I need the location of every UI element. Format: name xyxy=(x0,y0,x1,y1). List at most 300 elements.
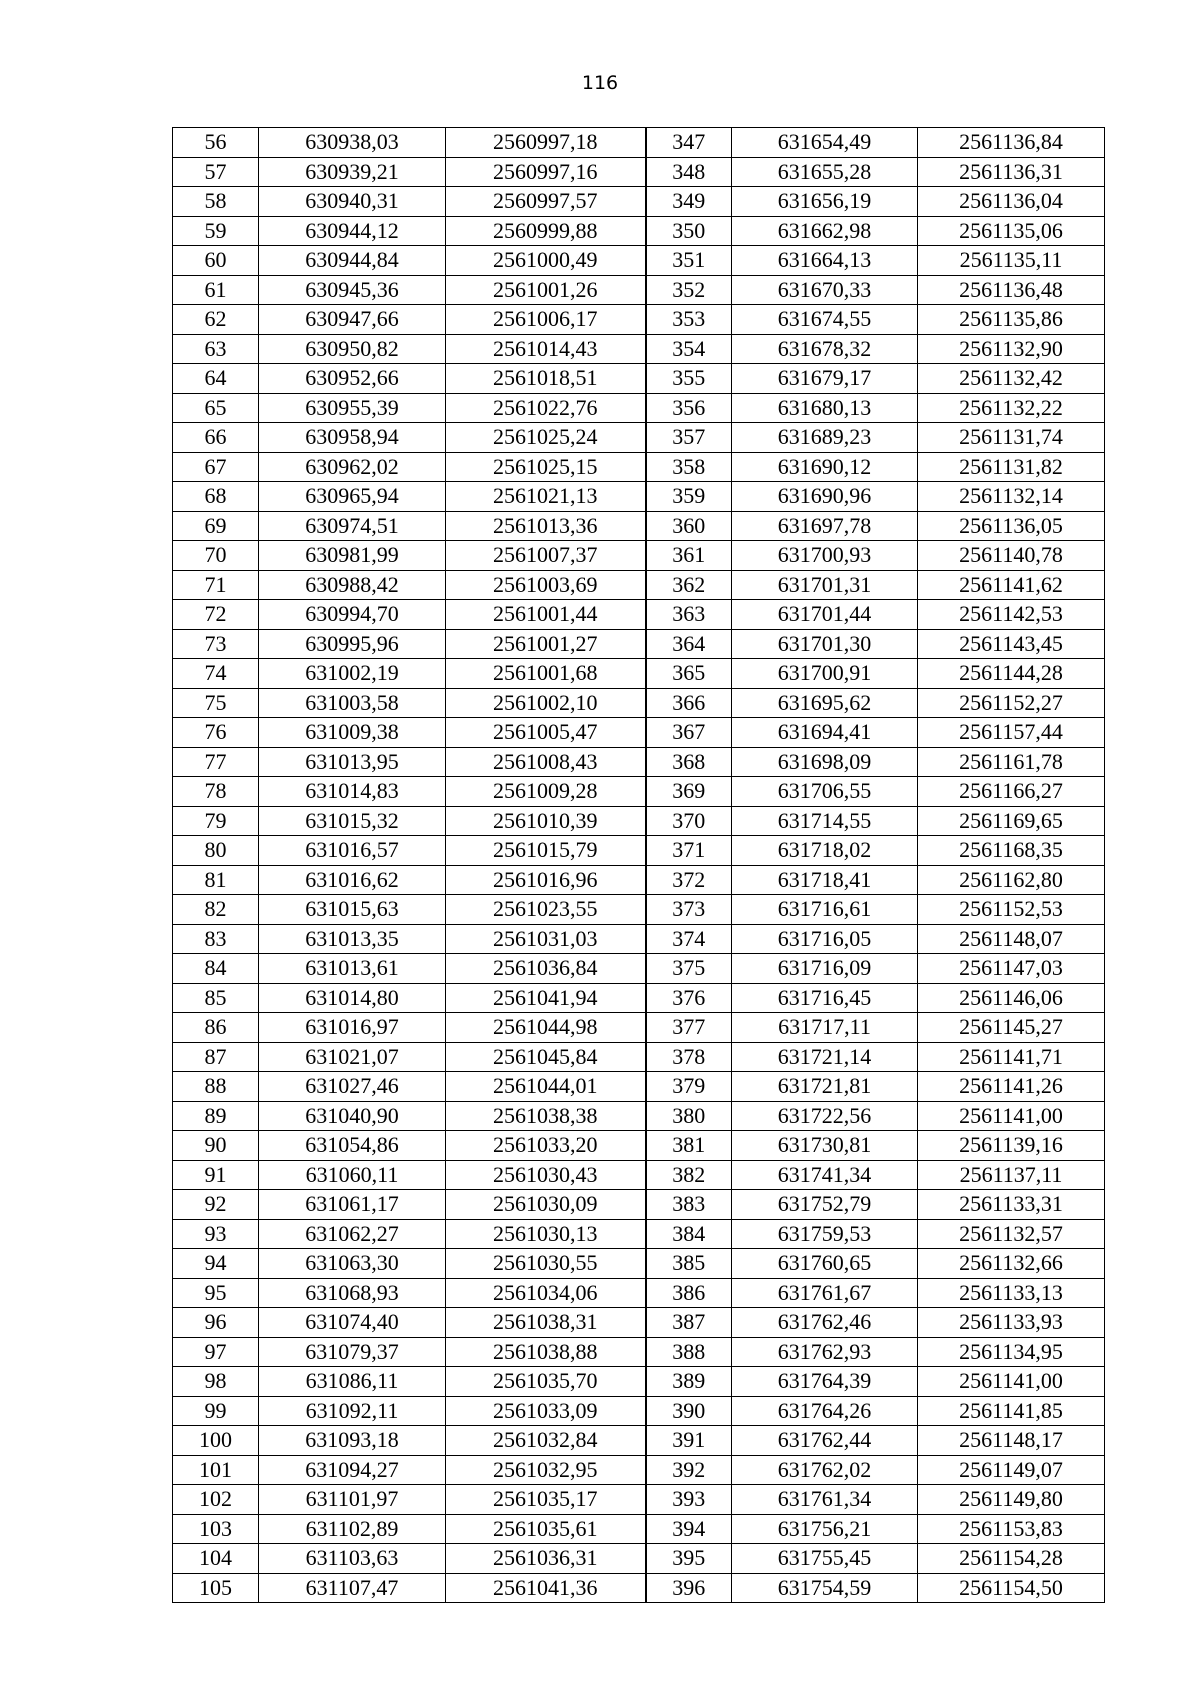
point-number-right-cell: 355 xyxy=(646,364,732,394)
y-coordinate-left-cell: 2561001,68 xyxy=(446,659,646,689)
y-coordinate-left-cell: 2561001,44 xyxy=(446,600,646,630)
point-number-left-cell: 83 xyxy=(173,924,259,954)
x-coordinate-left-cell: 631016,57 xyxy=(259,836,446,866)
point-number-right-cell: 373 xyxy=(646,895,732,925)
y-coordinate-left-cell: 2561003,69 xyxy=(446,570,646,600)
y-coordinate-right-cell: 2561131,74 xyxy=(918,423,1105,453)
point-number-right-cell: 370 xyxy=(646,806,732,836)
point-number-right-cell: 375 xyxy=(646,954,732,984)
point-number-right-cell: 379 xyxy=(646,1072,732,1102)
y-coordinate-right-cell: 2561157,44 xyxy=(918,718,1105,748)
y-coordinate-right-cell: 2561141,62 xyxy=(918,570,1105,600)
x-coordinate-left-cell: 630994,70 xyxy=(259,600,446,630)
point-number-left-cell: 57 xyxy=(173,157,259,187)
x-coordinate-right-cell: 631759,53 xyxy=(732,1219,918,1249)
x-coordinate-right-cell: 631755,45 xyxy=(732,1544,918,1574)
y-coordinate-left-cell: 2561009,28 xyxy=(446,777,646,807)
y-coordinate-left-cell: 2561010,39 xyxy=(446,806,646,836)
table-row xyxy=(173,629,1105,659)
y-coordinate-left-cell: 2561000,49 xyxy=(446,246,646,276)
y-coordinate-left-cell: 2561025,15 xyxy=(446,452,646,482)
point-number-left-cell: 101 xyxy=(173,1455,259,1485)
table-row xyxy=(173,452,1105,482)
x-coordinate-left-cell: 631068,93 xyxy=(259,1278,446,1308)
coordinates-table xyxy=(172,127,1105,1603)
x-coordinate-right-cell: 631716,61 xyxy=(732,895,918,925)
x-coordinate-left-cell: 631063,30 xyxy=(259,1249,446,1279)
point-number-left-cell: 79 xyxy=(173,806,259,836)
x-coordinate-left-cell: 631079,37 xyxy=(259,1337,446,1367)
table-row xyxy=(173,1308,1105,1338)
point-number-right-cell: 367 xyxy=(646,718,732,748)
point-number-left-cell: 93 xyxy=(173,1219,259,1249)
y-coordinate-right-cell: 2561166,27 xyxy=(918,777,1105,807)
point-number-right-cell: 359 xyxy=(646,482,732,512)
table-row xyxy=(173,1278,1105,1308)
x-coordinate-left-cell: 631054,86 xyxy=(259,1131,446,1161)
y-coordinate-left-cell: 2561030,13 xyxy=(446,1219,646,1249)
y-coordinate-right-cell: 2561131,82 xyxy=(918,452,1105,482)
table-row xyxy=(173,1190,1105,1220)
x-coordinate-right-cell: 631694,41 xyxy=(732,718,918,748)
x-coordinate-left-cell: 630945,36 xyxy=(259,275,446,305)
x-coordinate-right-cell: 631716,45 xyxy=(732,983,918,1013)
y-coordinate-left-cell: 2561002,10 xyxy=(446,688,646,718)
y-coordinate-left-cell: 2561014,43 xyxy=(446,334,646,364)
point-number-right-cell: 356 xyxy=(646,393,732,423)
point-number-left-cell: 104 xyxy=(173,1544,259,1574)
x-coordinate-right-cell: 631730,81 xyxy=(732,1131,918,1161)
y-coordinate-right-cell: 2561135,06 xyxy=(918,216,1105,246)
x-coordinate-right-cell: 631721,14 xyxy=(732,1042,918,1072)
table-row xyxy=(173,777,1105,807)
table-row xyxy=(173,541,1105,571)
y-coordinate-right-cell: 2561144,28 xyxy=(918,659,1105,689)
x-coordinate-left-cell: 631102,89 xyxy=(259,1514,446,1544)
table-row xyxy=(173,1101,1105,1131)
table-row xyxy=(173,128,1105,158)
y-coordinate-left-cell: 2561025,24 xyxy=(446,423,646,453)
point-number-left-cell: 103 xyxy=(173,1514,259,1544)
point-number-left-cell: 95 xyxy=(173,1278,259,1308)
x-coordinate-right-cell: 631670,33 xyxy=(732,275,918,305)
y-coordinate-left-cell: 2561045,84 xyxy=(446,1042,646,1072)
y-coordinate-left-cell: 2561038,31 xyxy=(446,1308,646,1338)
y-coordinate-right-cell: 2561141,71 xyxy=(918,1042,1105,1072)
y-coordinate-right-cell: 2561147,03 xyxy=(918,954,1105,984)
x-coordinate-left-cell: 631103,63 xyxy=(259,1544,446,1574)
point-number-right-cell: 383 xyxy=(646,1190,732,1220)
table-row xyxy=(173,1544,1105,1574)
y-coordinate-right-cell: 2561136,84 xyxy=(918,128,1105,158)
table-row xyxy=(173,865,1105,895)
y-coordinate-right-cell: 2561133,31 xyxy=(918,1190,1105,1220)
table-row xyxy=(173,1455,1105,1485)
table-row xyxy=(173,659,1105,689)
y-coordinate-left-cell: 2561023,55 xyxy=(446,895,646,925)
point-number-right-cell: 394 xyxy=(646,1514,732,1544)
x-coordinate-left-cell: 630944,84 xyxy=(259,246,446,276)
point-number-left-cell: 68 xyxy=(173,482,259,512)
x-coordinate-right-cell: 631695,62 xyxy=(732,688,918,718)
table-row xyxy=(173,334,1105,364)
x-coordinate-right-cell: 631761,67 xyxy=(732,1278,918,1308)
point-number-left-cell: 90 xyxy=(173,1131,259,1161)
point-number-right-cell: 358 xyxy=(646,452,732,482)
point-number-right-cell: 363 xyxy=(646,600,732,630)
x-coordinate-left-cell: 630974,51 xyxy=(259,511,446,541)
x-coordinate-left-cell: 631060,11 xyxy=(259,1160,446,1190)
point-number-right-cell: 376 xyxy=(646,983,732,1013)
point-number-left-cell: 98 xyxy=(173,1367,259,1397)
x-coordinate-left-cell: 631107,47 xyxy=(259,1573,446,1603)
table-row xyxy=(173,1396,1105,1426)
y-coordinate-left-cell: 2561032,84 xyxy=(446,1426,646,1456)
x-coordinate-right-cell: 631722,56 xyxy=(732,1101,918,1131)
y-coordinate-right-cell: 2561132,57 xyxy=(918,1219,1105,1249)
point-number-right-cell: 369 xyxy=(646,777,732,807)
y-coordinate-right-cell: 2561154,28 xyxy=(918,1544,1105,1574)
point-number-left-cell: 102 xyxy=(173,1485,259,1515)
point-number-right-cell: 381 xyxy=(646,1131,732,1161)
x-coordinate-right-cell: 631701,44 xyxy=(732,600,918,630)
y-coordinate-left-cell: 2561035,70 xyxy=(446,1367,646,1397)
table-row xyxy=(173,1160,1105,1190)
x-coordinate-left-cell: 631094,27 xyxy=(259,1455,446,1485)
table-row xyxy=(173,570,1105,600)
table-row xyxy=(173,600,1105,630)
y-coordinate-right-cell: 2561143,45 xyxy=(918,629,1105,659)
x-coordinate-left-cell: 631016,62 xyxy=(259,865,446,895)
y-coordinate-left-cell: 2560999,88 xyxy=(446,216,646,246)
x-coordinate-left-cell: 631013,61 xyxy=(259,954,446,984)
point-number-right-cell: 380 xyxy=(646,1101,732,1131)
y-coordinate-right-cell: 2561134,95 xyxy=(918,1337,1105,1367)
point-number-right-cell: 390 xyxy=(646,1396,732,1426)
x-coordinate-right-cell: 631717,11 xyxy=(732,1013,918,1043)
point-number-left-cell: 100 xyxy=(173,1426,259,1456)
point-number-right-cell: 387 xyxy=(646,1308,732,1338)
y-coordinate-right-cell: 2561148,17 xyxy=(918,1426,1105,1456)
table-row xyxy=(173,187,1105,217)
table-row xyxy=(173,1367,1105,1397)
y-coordinate-left-cell: 2561038,88 xyxy=(446,1337,646,1367)
table-row xyxy=(173,1219,1105,1249)
x-coordinate-left-cell: 630952,66 xyxy=(259,364,446,394)
y-coordinate-right-cell: 2561135,11 xyxy=(918,246,1105,276)
point-number-right-cell: 385 xyxy=(646,1249,732,1279)
x-coordinate-right-cell: 631655,28 xyxy=(732,157,918,187)
x-coordinate-left-cell: 631040,90 xyxy=(259,1101,446,1131)
y-coordinate-left-cell: 2561030,55 xyxy=(446,1249,646,1279)
table-row xyxy=(173,482,1105,512)
point-number-left-cell: 92 xyxy=(173,1190,259,1220)
y-coordinate-right-cell: 2561132,14 xyxy=(918,482,1105,512)
x-coordinate-right-cell: 631706,55 xyxy=(732,777,918,807)
y-coordinate-left-cell: 2561032,95 xyxy=(446,1455,646,1485)
point-number-left-cell: 64 xyxy=(173,364,259,394)
x-coordinate-right-cell: 631701,31 xyxy=(732,570,918,600)
point-number-right-cell: 360 xyxy=(646,511,732,541)
x-coordinate-left-cell: 630940,31 xyxy=(259,187,446,217)
point-number-right-cell: 350 xyxy=(646,216,732,246)
x-coordinate-right-cell: 631762,93 xyxy=(732,1337,918,1367)
x-coordinate-left-cell: 630958,94 xyxy=(259,423,446,453)
point-number-right-cell: 348 xyxy=(646,157,732,187)
point-number-left-cell: 75 xyxy=(173,688,259,718)
y-coordinate-left-cell: 2561030,43 xyxy=(446,1160,646,1190)
x-coordinate-left-cell: 631015,32 xyxy=(259,806,446,836)
point-number-left-cell: 81 xyxy=(173,865,259,895)
x-coordinate-left-cell: 631016,97 xyxy=(259,1013,446,1043)
table-row xyxy=(173,1249,1105,1279)
x-coordinate-right-cell: 631664,13 xyxy=(732,246,918,276)
point-number-left-cell: 73 xyxy=(173,629,259,659)
y-coordinate-right-cell: 2561141,26 xyxy=(918,1072,1105,1102)
point-number-right-cell: 388 xyxy=(646,1337,732,1367)
y-coordinate-left-cell: 2561022,76 xyxy=(446,393,646,423)
point-number-right-cell: 372 xyxy=(646,865,732,895)
point-number-left-cell: 74 xyxy=(173,659,259,689)
y-coordinate-right-cell: 2561141,00 xyxy=(918,1367,1105,1397)
x-coordinate-right-cell: 631741,34 xyxy=(732,1160,918,1190)
x-coordinate-right-cell: 631701,30 xyxy=(732,629,918,659)
point-number-right-cell: 362 xyxy=(646,570,732,600)
point-number-left-cell: 63 xyxy=(173,334,259,364)
x-coordinate-left-cell: 630944,12 xyxy=(259,216,446,246)
y-coordinate-left-cell: 2561018,51 xyxy=(446,364,646,394)
point-number-right-cell: 386 xyxy=(646,1278,732,1308)
y-coordinate-left-cell: 2561007,37 xyxy=(446,541,646,571)
x-coordinate-right-cell: 631679,17 xyxy=(732,364,918,394)
point-number-left-cell: 86 xyxy=(173,1013,259,1043)
x-coordinate-left-cell: 631074,40 xyxy=(259,1308,446,1338)
y-coordinate-left-cell: 2560997,18 xyxy=(446,128,646,158)
coordinates-table-body xyxy=(173,128,1105,1603)
x-coordinate-left-cell: 630947,66 xyxy=(259,305,446,335)
point-number-left-cell: 77 xyxy=(173,747,259,777)
y-coordinate-right-cell: 2561132,66 xyxy=(918,1249,1105,1279)
x-coordinate-right-cell: 631752,79 xyxy=(732,1190,918,1220)
table-row xyxy=(173,305,1105,335)
point-number-right-cell: 353 xyxy=(646,305,732,335)
y-coordinate-left-cell: 2560997,57 xyxy=(446,187,646,217)
y-coordinate-left-cell: 2561044,98 xyxy=(446,1013,646,1043)
x-coordinate-left-cell: 631086,11 xyxy=(259,1367,446,1397)
x-coordinate-left-cell: 631014,80 xyxy=(259,983,446,1013)
table-row xyxy=(173,1072,1105,1102)
y-coordinate-right-cell: 2561136,48 xyxy=(918,275,1105,305)
point-number-left-cell: 88 xyxy=(173,1072,259,1102)
x-coordinate-right-cell: 631760,65 xyxy=(732,1249,918,1279)
y-coordinate-right-cell: 2561142,53 xyxy=(918,600,1105,630)
point-number-left-cell: 99 xyxy=(173,1396,259,1426)
point-number-right-cell: 368 xyxy=(646,747,732,777)
point-number-left-cell: 66 xyxy=(173,423,259,453)
y-coordinate-right-cell: 2561145,27 xyxy=(918,1013,1105,1043)
x-coordinate-right-cell: 631754,59 xyxy=(732,1573,918,1603)
y-coordinate-right-cell: 2561137,11 xyxy=(918,1160,1105,1190)
y-coordinate-left-cell: 2561001,26 xyxy=(446,275,646,305)
x-coordinate-left-cell: 630981,99 xyxy=(259,541,446,571)
table-row xyxy=(173,983,1105,1013)
table-row xyxy=(173,1131,1105,1161)
x-coordinate-right-cell: 631674,55 xyxy=(732,305,918,335)
point-number-left-cell: 80 xyxy=(173,836,259,866)
x-coordinate-left-cell: 631062,27 xyxy=(259,1219,446,1249)
x-coordinate-left-cell: 631061,17 xyxy=(259,1190,446,1220)
table-row xyxy=(173,1042,1105,1072)
table-row xyxy=(173,246,1105,276)
y-coordinate-left-cell: 2561035,61 xyxy=(446,1514,646,1544)
x-coordinate-right-cell: 631700,91 xyxy=(732,659,918,689)
y-coordinate-right-cell: 2561149,80 xyxy=(918,1485,1105,1515)
y-coordinate-right-cell: 2561136,31 xyxy=(918,157,1105,187)
x-coordinate-right-cell: 631680,13 xyxy=(732,393,918,423)
y-coordinate-left-cell: 2561044,01 xyxy=(446,1072,646,1102)
point-number-left-cell: 62 xyxy=(173,305,259,335)
point-number-right-cell: 357 xyxy=(646,423,732,453)
y-coordinate-left-cell: 2561036,84 xyxy=(446,954,646,984)
point-number-right-cell: 395 xyxy=(646,1544,732,1574)
point-number-left-cell: 84 xyxy=(173,954,259,984)
y-coordinate-left-cell: 2561015,79 xyxy=(446,836,646,866)
x-coordinate-right-cell: 631762,46 xyxy=(732,1308,918,1338)
point-number-right-cell: 377 xyxy=(646,1013,732,1043)
y-coordinate-right-cell: 2561133,93 xyxy=(918,1308,1105,1338)
point-number-right-cell: 393 xyxy=(646,1485,732,1515)
point-number-right-cell: 351 xyxy=(646,246,732,276)
y-coordinate-right-cell: 2561168,35 xyxy=(918,836,1105,866)
point-number-left-cell: 76 xyxy=(173,718,259,748)
y-coordinate-left-cell: 2561030,09 xyxy=(446,1190,646,1220)
y-coordinate-right-cell: 2561135,86 xyxy=(918,305,1105,335)
x-coordinate-left-cell: 631003,58 xyxy=(259,688,446,718)
y-coordinate-right-cell: 2561140,78 xyxy=(918,541,1105,571)
table-row xyxy=(173,393,1105,423)
y-coordinate-left-cell: 2561033,20 xyxy=(446,1131,646,1161)
x-coordinate-right-cell: 631718,02 xyxy=(732,836,918,866)
point-number-right-cell: 361 xyxy=(646,541,732,571)
y-coordinate-right-cell: 2561152,53 xyxy=(918,895,1105,925)
x-coordinate-left-cell: 631009,38 xyxy=(259,718,446,748)
point-number-left-cell: 59 xyxy=(173,216,259,246)
table-row xyxy=(173,747,1105,777)
x-coordinate-left-cell: 631021,07 xyxy=(259,1042,446,1072)
y-coordinate-left-cell: 2561035,17 xyxy=(446,1485,646,1515)
x-coordinate-left-cell: 631014,83 xyxy=(259,777,446,807)
table-row xyxy=(173,216,1105,246)
point-number-left-cell: 105 xyxy=(173,1573,259,1603)
point-number-left-cell: 56 xyxy=(173,128,259,158)
table-row xyxy=(173,1013,1105,1043)
table-row xyxy=(173,157,1105,187)
x-coordinate-right-cell: 631716,05 xyxy=(732,924,918,954)
point-number-left-cell: 65 xyxy=(173,393,259,423)
table-row xyxy=(173,1485,1105,1515)
y-coordinate-right-cell: 2561141,00 xyxy=(918,1101,1105,1131)
point-number-left-cell: 69 xyxy=(173,511,259,541)
y-coordinate-right-cell: 2561139,16 xyxy=(918,1131,1105,1161)
y-coordinate-left-cell: 2561031,03 xyxy=(446,924,646,954)
x-coordinate-left-cell: 630995,96 xyxy=(259,629,446,659)
table-row xyxy=(173,275,1105,305)
x-coordinate-left-cell: 630988,42 xyxy=(259,570,446,600)
x-coordinate-left-cell: 630950,82 xyxy=(259,334,446,364)
table-row xyxy=(173,895,1105,925)
table-row xyxy=(173,1426,1105,1456)
x-coordinate-left-cell: 631015,63 xyxy=(259,895,446,925)
y-coordinate-right-cell: 2561136,04 xyxy=(918,187,1105,217)
x-coordinate-right-cell: 631690,12 xyxy=(732,452,918,482)
point-number-right-cell: 392 xyxy=(646,1455,732,1485)
point-number-left-cell: 78 xyxy=(173,777,259,807)
point-number-right-cell: 389 xyxy=(646,1367,732,1397)
point-number-right-cell: 384 xyxy=(646,1219,732,1249)
x-coordinate-left-cell: 631092,11 xyxy=(259,1396,446,1426)
x-coordinate-right-cell: 631761,34 xyxy=(732,1485,918,1515)
point-number-right-cell: 349 xyxy=(646,187,732,217)
x-coordinate-right-cell: 631662,98 xyxy=(732,216,918,246)
point-number-left-cell: 96 xyxy=(173,1308,259,1338)
x-coordinate-right-cell: 631698,09 xyxy=(732,747,918,777)
point-number-right-cell: 391 xyxy=(646,1426,732,1456)
y-coordinate-left-cell: 2561038,38 xyxy=(446,1101,646,1131)
point-number-right-cell: 352 xyxy=(646,275,732,305)
x-coordinate-left-cell: 631101,97 xyxy=(259,1485,446,1515)
point-number-right-cell: 347 xyxy=(646,128,732,158)
x-coordinate-right-cell: 631721,81 xyxy=(732,1072,918,1102)
x-coordinate-left-cell: 630939,21 xyxy=(259,157,446,187)
x-coordinate-right-cell: 631654,49 xyxy=(732,128,918,158)
table-row xyxy=(173,511,1105,541)
y-coordinate-right-cell: 2561132,42 xyxy=(918,364,1105,394)
x-coordinate-right-cell: 631764,26 xyxy=(732,1396,918,1426)
x-coordinate-left-cell: 630965,94 xyxy=(259,482,446,512)
x-coordinate-right-cell: 631689,23 xyxy=(732,423,918,453)
x-coordinate-left-cell: 631093,18 xyxy=(259,1426,446,1456)
x-coordinate-left-cell: 630938,03 xyxy=(259,128,446,158)
y-coordinate-right-cell: 2561133,13 xyxy=(918,1278,1105,1308)
x-coordinate-right-cell: 631762,44 xyxy=(732,1426,918,1456)
point-number-right-cell: 396 xyxy=(646,1573,732,1603)
table-row xyxy=(173,836,1105,866)
point-number-right-cell: 364 xyxy=(646,629,732,659)
x-coordinate-right-cell: 631678,32 xyxy=(732,334,918,364)
table-row xyxy=(173,688,1105,718)
table-row xyxy=(173,924,1105,954)
y-coordinate-left-cell: 2561041,94 xyxy=(446,983,646,1013)
x-coordinate-right-cell: 631718,41 xyxy=(732,865,918,895)
point-number-left-cell: 82 xyxy=(173,895,259,925)
point-number-left-cell: 89 xyxy=(173,1101,259,1131)
point-number-left-cell: 70 xyxy=(173,541,259,571)
point-number-left-cell: 94 xyxy=(173,1249,259,1279)
x-coordinate-right-cell: 631714,55 xyxy=(732,806,918,836)
x-coordinate-left-cell: 630955,39 xyxy=(259,393,446,423)
y-coordinate-left-cell: 2561008,43 xyxy=(446,747,646,777)
point-number-right-cell: 378 xyxy=(646,1042,732,1072)
x-coordinate-right-cell: 631756,21 xyxy=(732,1514,918,1544)
y-coordinate-left-cell: 2561001,27 xyxy=(446,629,646,659)
x-coordinate-left-cell: 631002,19 xyxy=(259,659,446,689)
y-coordinate-right-cell: 2561141,85 xyxy=(918,1396,1105,1426)
point-number-right-cell: 374 xyxy=(646,924,732,954)
y-coordinate-right-cell: 2561154,50 xyxy=(918,1573,1105,1603)
point-number-left-cell: 61 xyxy=(173,275,259,305)
page-number: 116 xyxy=(581,72,619,94)
y-coordinate-left-cell: 2561013,36 xyxy=(446,511,646,541)
